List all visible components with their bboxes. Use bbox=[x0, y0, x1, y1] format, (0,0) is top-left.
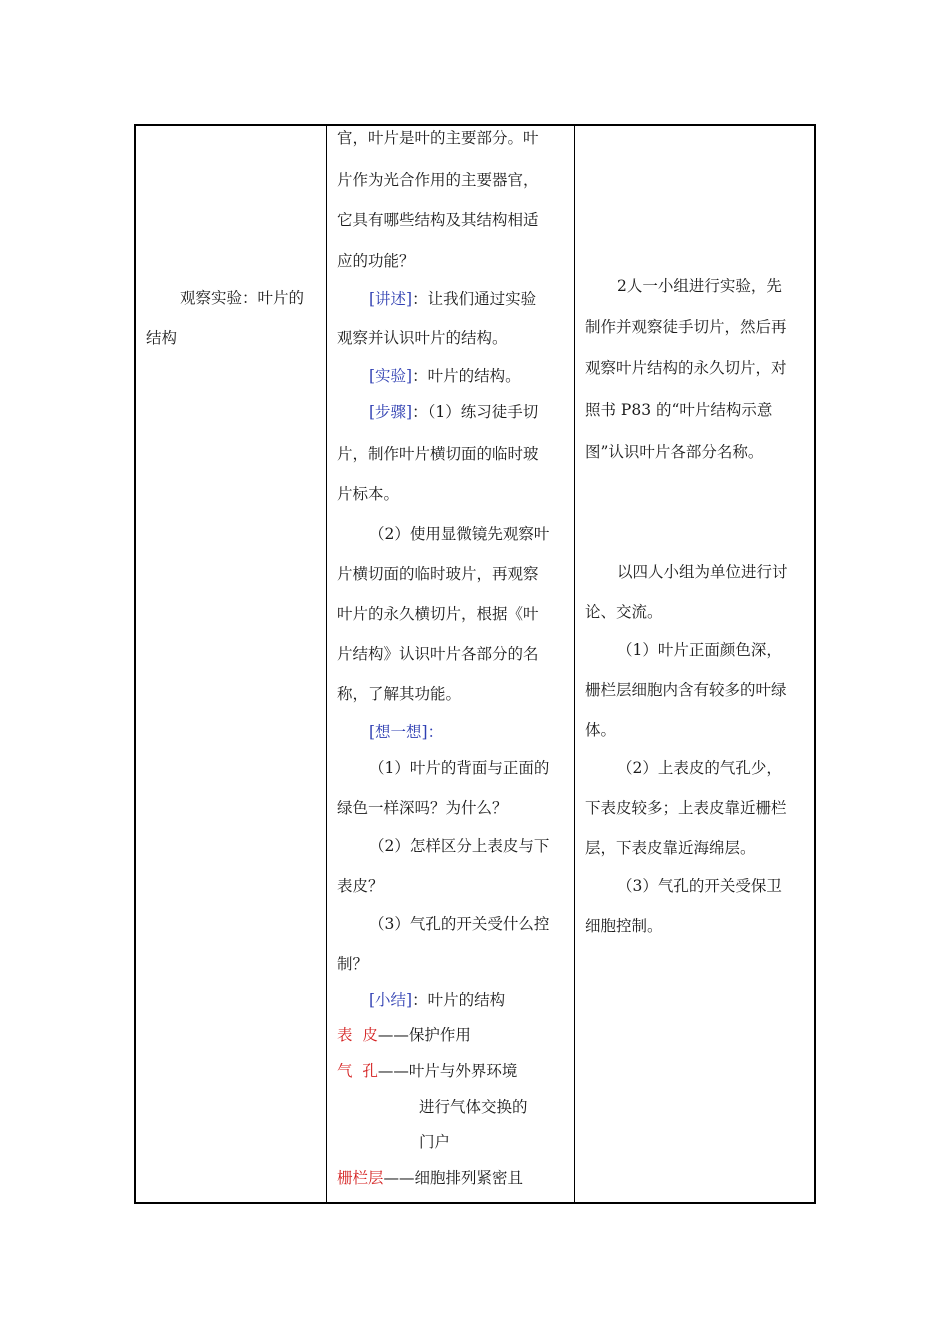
text-line: 以四人小组为单位进行讨 bbox=[617, 563, 788, 581]
summary-term: 表 皮 bbox=[337, 1026, 378, 1044]
summary-item bbox=[337, 1061, 517, 1081]
lecture-line bbox=[369, 289, 536, 309]
text-line: 应的功能？ bbox=[337, 252, 415, 270]
text-line: 体。 bbox=[585, 721, 617, 739]
topic-line: 结构 bbox=[146, 329, 178, 347]
text-line: 制？ bbox=[337, 955, 369, 973]
text-line: 片横切面的临时玻片，再观察 bbox=[337, 565, 539, 583]
think-tag: [想一想] bbox=[369, 723, 428, 741]
steps-tag: [步骤] bbox=[369, 403, 413, 421]
text-line: （2）使用显微镜先观察叶 bbox=[369, 525, 550, 543]
text-line: 片，制作叶片横切面的临时玻 bbox=[337, 445, 539, 463]
text-line: 绿色一样深吗？为什么？ bbox=[337, 799, 508, 817]
lecture-text: ：让我们通过实验 bbox=[412, 290, 537, 308]
text-line: 称，了解其功能。 bbox=[337, 685, 462, 703]
teacher-activity-cell bbox=[327, 126, 573, 1202]
text-line: 观察叶片结构的永久切片，对 bbox=[585, 359, 787, 377]
topic-cell bbox=[136, 126, 326, 1202]
text-line: 官，叶片是叶的主要部分。叶 bbox=[337, 129, 539, 147]
text-line: 制作并观察徒手切片，然后再 bbox=[585, 318, 787, 336]
experiment-tag: [实验] bbox=[369, 367, 413, 385]
summary-tag: [小结] bbox=[369, 991, 413, 1009]
text-line: 片标本。 bbox=[337, 485, 400, 503]
text-line: 片作为光合作用的主要器官， bbox=[337, 171, 539, 189]
summary-definition: ——细胞排列紧密且 bbox=[383, 1169, 524, 1187]
summary-line bbox=[369, 990, 505, 1010]
student-activity-cell bbox=[575, 126, 816, 1202]
think-colon: ： bbox=[427, 723, 444, 741]
lesson-table bbox=[134, 124, 816, 1204]
lecture-tag: [讲述] bbox=[369, 290, 413, 308]
text-line: （1）叶片正面颜色深， bbox=[617, 641, 782, 659]
text-line: 2人一小组进行实验，先 bbox=[617, 277, 782, 295]
text-line: （2）上表皮的气孔少， bbox=[617, 759, 782, 777]
text-line: （3）气孔的开关受什么控 bbox=[369, 915, 550, 933]
text-line: 细胞控制。 bbox=[585, 917, 663, 935]
text-line: 表皮？ bbox=[337, 877, 384, 895]
summary-item bbox=[337, 1168, 523, 1188]
steps-text: ：（1）练习徒手切 bbox=[412, 403, 539, 421]
text-line: 进行气体交换的 bbox=[419, 1098, 528, 1116]
steps-line bbox=[369, 402, 538, 422]
text-line: 层，下表皮靠近海绵层。 bbox=[585, 839, 756, 857]
text-line: 片结构》认识叶片各部分的名 bbox=[337, 645, 539, 663]
text-line: 论、交流。 bbox=[585, 603, 663, 621]
text-line: 它具有哪些结构及其结构相适 bbox=[337, 211, 539, 229]
summary-definition: ——保护作用 bbox=[377, 1026, 471, 1044]
text-line: 图”认识叶片各部分名称。 bbox=[585, 443, 764, 461]
summary-term: 栅栏层 bbox=[337, 1169, 384, 1187]
summary-text: ：叶片的结构 bbox=[412, 991, 506, 1009]
think-line bbox=[369, 722, 443, 742]
text-line: （3）气孔的开关受保卫 bbox=[617, 877, 782, 895]
text-line: 门户 bbox=[419, 1133, 451, 1151]
summary-item bbox=[337, 1025, 471, 1045]
experiment-text: ：叶片的结构。 bbox=[412, 367, 521, 385]
summary-definition: ——叶片与外界环境 bbox=[377, 1062, 518, 1080]
summary-term: 气 孔 bbox=[337, 1062, 378, 1080]
text-line: （2）怎样区分上表皮与下 bbox=[369, 837, 550, 855]
experiment-line bbox=[369, 366, 521, 386]
text-line: 叶片的永久横切片，根据《叶 bbox=[337, 605, 539, 623]
text-line: 观察并认识叶片的结构。 bbox=[337, 329, 508, 347]
text-line: （1）叶片的背面与正面的 bbox=[369, 759, 550, 777]
text-line: 照书 P83 的“叶片结构示意 bbox=[585, 401, 773, 419]
text-line: 栅栏层细胞内含有较多的叶绿 bbox=[585, 681, 787, 699]
topic-line: 观察实验：叶片的 bbox=[180, 289, 305, 307]
text-line: 下表皮较多；上表皮靠近栅栏 bbox=[585, 799, 787, 817]
